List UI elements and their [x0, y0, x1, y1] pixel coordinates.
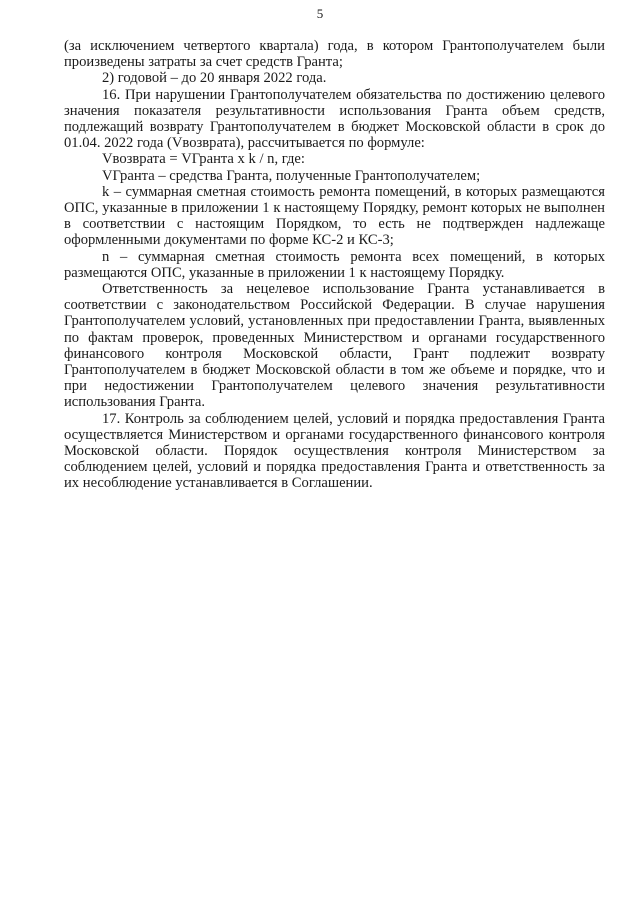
paragraph-annual-deadline: 2) годовой – до 20 января 2022 года.: [102, 70, 327, 87]
paragraph-k-definition: k – суммарная сметная стоимость ремонта помещений, в которых размещаются ОПС, указанные в приложении 1 к настоящему Порядку, ремонт которых не выполнен в соответствии с настоящим Порядком, то есть не подтвержден надлежаще оформленными документами по форме КС-2 и КС-3;: [64, 183, 605, 249]
page-number: 5: [316, 6, 324, 21]
paragraph-formula: Vвозврата = VГранта x k / n, где:: [102, 151, 305, 168]
paragraph-16-return-rule: 16. При нарушении Грантополучателем обязательства по достижению целевого значения показателя результативности использования Гранта объем средств, подлежащий возврату Грантополучателем в бюджет Московской области в срок до 01.04. 2022 года (Vвозврата), рассчитывается по формуле:: [64, 86, 605, 152]
paragraph-17-control: 17. Контроль за соблюдением целей, условий и порядка предоставления Гранта осуществляется Министерством и органами государственного финансового контроля Московской области. Порядок осуществления контроля Министерством за соблюдением целей, условий и порядка предоставления Гранта и ответственность за их несоблюдение устанавливается в Соглашении.: [64, 410, 605, 492]
paragraph-n-definition: n – суммарная сметная стоимость ремонта всех помещений, в которых размещаются ОПС, указанные в приложении 1 к настоящему Порядку.: [64, 248, 605, 281]
document-body: [64, 38, 605, 492]
paragraph-vgranta-definition: VГранта – средства Гранта, полученные Грантополучателем;: [102, 167, 481, 184]
paragraph-continuation: (за исключением четвертого квартала) года, в котором Грантополучателем были произведены затраты за счет средств Гранта;: [64, 38, 605, 71]
paragraph-liability: Ответственность за нецелевое использование Гранта устанавливается в соответствии с законодательством Российской Федерации. В случае нарушения Грантополучателем условий, установленных при предоставлении Гранта, выявленных по фактам проверок, проведенных Министерством и органами государственного финансового контроля Московской области, Грант подлежит возврату Грантополучателем в бюджет Московской области в том же объеме и порядке, что и при недостижении Грантополучателем целевого значения результативности использования Гранта.: [64, 281, 605, 411]
